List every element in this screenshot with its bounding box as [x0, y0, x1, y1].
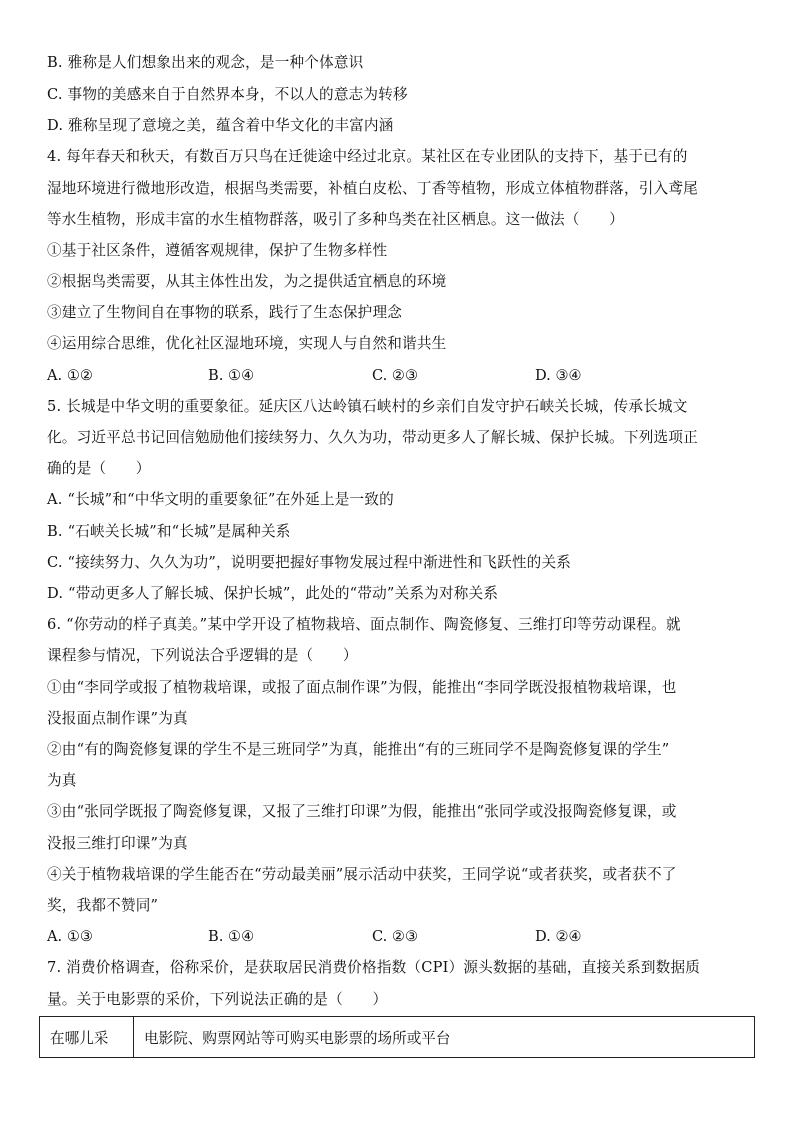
- q6-item-3: ③由“张同学既报了陶瓷修复课，又报了三维打印课”为假，能推出“张同学或没报陶瓷修复课，或: [47, 803, 677, 820]
- q4-option-d: D. ③④: [535, 367, 582, 384]
- q6-option-b: B. ①④: [208, 928, 255, 945]
- q4-item-2: ②根据鸟类需要，从其主体性出发，为之提供适宜栖息的环境: [47, 273, 447, 290]
- q4-stem-line: 4. 每年春天和秋天，有数百万只鸟在迁徙途中经过北京。某社区在专业团队的支持下，基于已有的: [47, 148, 688, 165]
- q6-stem-line: 6. “你劳动的样子真美。”某中学开设了植物栽培、面点制作、陶瓷修复、三维打印等劳动课程。就: [47, 616, 681, 633]
- q5-option-c: C. “接续努力、久久为功”，说明要把握好事物发展过程中渐进性和飞跃性的关系: [47, 554, 572, 571]
- q5-stem-line: 确的是（ ）: [47, 460, 151, 477]
- q6-option-d: D. ②④: [535, 928, 582, 945]
- q5-option-d: D. “带动更多人了解长城、保护长城”，此处的“带动”关系为对称关系: [47, 585, 499, 602]
- q4-item-3: ③建立了生物间自在事物的联系，践行了生态保护理念: [47, 304, 403, 321]
- table-cell-label: 在哪儿采: [40, 1017, 134, 1058]
- table-cell-content: 电影院、购票网站等可购买电影票的场所或平台: [134, 1017, 755, 1058]
- q7-table: [39, 1016, 755, 1058]
- q6-item-1: ①由“李同学或报了植物栽培课，或报了面点制作课”为假，能推出“李同学既没报植物栽培课，也: [47, 679, 677, 696]
- q6-item-2: ②由“有的陶瓷修复课的学生不是三班同学”为真，能推出“有的三班同学不是陶瓷修复课的学生”: [47, 741, 670, 758]
- q6-item-4-cont: 奖，我都不赞同”: [47, 897, 159, 914]
- q6-stem-line: 课程参与情况，下列说法合乎逻辑的是（ ）: [47, 647, 358, 664]
- q4-item-1: ①基于社区条件，遵循客观规律，保护了生物多样性: [47, 242, 388, 259]
- q4-stem-line: 等水生植物，形成丰富的水生植物群落，吸引了多种鸟类在社区栖息。这一做法（ ）: [47, 211, 624, 228]
- q5-stem-line: 5. 长城是中华文明的重要象征。延庆区八达岭镇石峡村的乡亲们自发守护石峡关长城，传承长城文: [47, 398, 688, 415]
- q6-item-1-cont: 没报面点制作课”为真: [47, 710, 188, 727]
- q6-item-2-cont: 为真: [47, 772, 77, 789]
- q5-option-b: B. “石峡关长城”和“长城”是属种关系: [47, 523, 291, 540]
- q3-option-d: D. 雅称呈现了意境之美，蕴含着中华文化的丰富内涵: [47, 117, 394, 134]
- q3-option-c: C. 事物的美感来自于自然界本身，不以人的意志为转移: [47, 86, 408, 103]
- q4-option-c: C. ②③: [372, 367, 419, 384]
- q4-option-b: B. ①④: [208, 367, 255, 384]
- q6-item-3-cont: 没报三维打印课”为真: [47, 835, 188, 852]
- q6-item-4: ④关于植物栽培课的学生能否在“劳动最美丽”展示活动中获奖，王同学说“或者获奖，或者获不了: [47, 866, 677, 883]
- q6-option-c: C. ②③: [372, 928, 419, 945]
- q4-stem-line: 湿地环境进行微地形改造，根据鸟类需要，补植白皮松、丁香等植物，形成立体植物群落，引入鸢尾: [47, 180, 698, 197]
- q7-stem-line: 7. 消费价格调查，俗称采价，是获取居民消费价格指数（CPI）源头数据的基础，直接关系到数据质: [47, 959, 701, 976]
- q6-option-a: A. ①③: [47, 928, 93, 945]
- q5-stem-line: 化。习近平总书记回信勉励他们接续努力、久久为功，带动更多人了解长城、保护长城。下列选项正: [47, 429, 698, 446]
- q3-option-b: B. 雅称是人们想象出来的观念，是一种个体意识: [47, 54, 364, 71]
- q4-item-4: ④运用综合思维，优化社区湿地环境，实现人与自然和谐共生: [47, 335, 447, 352]
- q4-option-a: A. ①②: [47, 367, 93, 384]
- table-row: [40, 1017, 755, 1058]
- q7-stem-line: 量。关于电影票的采价，下列说法正确的是（ ）: [47, 991, 388, 1008]
- q5-option-a: A. “长城”和“中华文明的重要象征”在外延上是一致的: [47, 491, 394, 508]
